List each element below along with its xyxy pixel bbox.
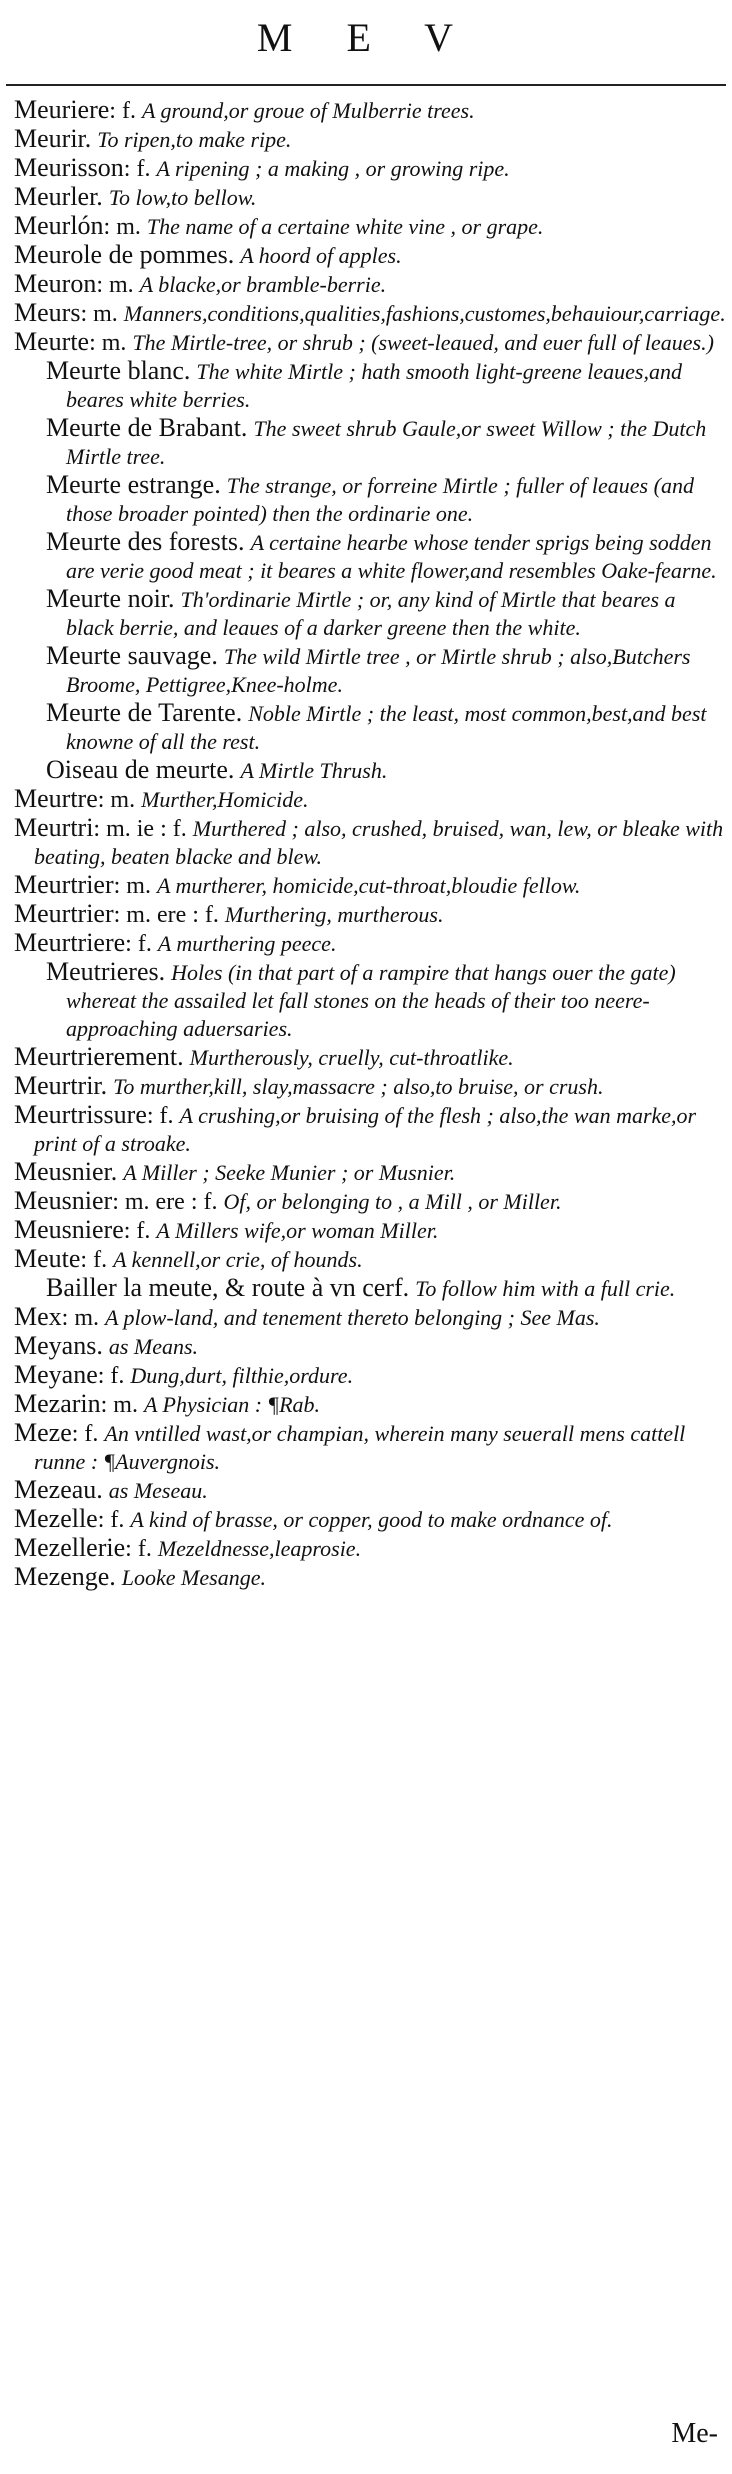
entry-headword: Mezelle [14, 1504, 98, 1533]
entry-grammar: : f. [125, 1536, 152, 1562]
dictionary-entry [14, 1101, 726, 1158]
dictionary-entry [14, 958, 726, 1043]
entry-definition: as Meseau. [108, 1478, 208, 1503]
dictionary-entry [14, 1476, 726, 1505]
entry-grammar: : m. [97, 787, 136, 813]
dictionary-entry [14, 900, 726, 929]
entry-headword: Meurtre [14, 784, 98, 813]
entry-headword: Meyans. [14, 1331, 103, 1360]
entry-headword: Meurte estrange. [46, 470, 221, 499]
entry-headword: Meurte de Tarente. [46, 698, 243, 727]
entry-headword: Meurtriere [14, 928, 126, 957]
entry-definition: A kind of brasse, or copper, good to make ordnance of. [130, 1507, 613, 1532]
entry-definition: Murther,Homicide. [141, 787, 309, 812]
dictionary-entry [14, 814, 726, 871]
entry-definition: An vntilled wast,or champian, wherein many seuerall mens cattell runne : ¶Auvergnois. [34, 1421, 686, 1474]
entry-definition: Of, or belonging to , a Mill , or Miller. [223, 1189, 562, 1214]
entry-headword: Meurtrir. [14, 1071, 108, 1100]
dictionary-entry [14, 154, 726, 183]
dictionary-entry [14, 1534, 726, 1563]
entry-definition: A plow-land, and tenement thereto belonging ; See Mas. [105, 1305, 600, 1330]
entry-grammar: : f. [146, 1103, 174, 1129]
entry-headword: Meusniere [14, 1215, 124, 1244]
entry-definition: A ripening ; a making , or growing ripe. [156, 156, 510, 181]
dictionary-entry [14, 1072, 726, 1101]
entry-headword: Meurte [14, 327, 90, 356]
dictionary-entry [14, 1390, 726, 1419]
dictionary-entry [14, 125, 726, 154]
entry-headword: Meurtrier [14, 899, 114, 928]
entry-headword: Meute [14, 1244, 81, 1273]
entry-grammar: : m. [89, 330, 127, 356]
entry-headword: Meurtrissure [14, 1100, 147, 1129]
entry-grammar: : m. [80, 301, 118, 327]
entry-headword: Meurir. [14, 124, 92, 153]
dictionary-entry [14, 585, 726, 642]
entry-definition: A Millers wife,or woman Miller. [156, 1218, 439, 1243]
entry-definition: A ground,or groue of Mulberrie trees. [141, 98, 475, 123]
entry-headword: Meurlón [14, 211, 104, 240]
entry-definition: The wild Mirtle tree , or Mirtle shrub ; also,Butchers Broome, Pettigree,Knee-holme. [66, 644, 691, 697]
entry-definition: A murthering peece. [157, 931, 337, 956]
dictionary-entry [14, 642, 726, 699]
entry-headword: Meurte des forests. [46, 527, 245, 556]
entry-definition: Murthered ; also, crushed, bruised, wan, lew, or bleake with beating, beaten blacke and blew. [34, 816, 724, 869]
dictionary-entry [14, 871, 726, 900]
entry-definition: Looke Mesange. [121, 1565, 266, 1590]
dictionary-entry [14, 699, 726, 756]
entry-headword: Meurtrier [14, 870, 114, 899]
entry-definition: A Physician : ¶Rab. [143, 1392, 321, 1417]
entry-headword: Meurte blanc. [46, 356, 191, 385]
dictionary-entry [14, 357, 726, 414]
entry-grammar: : f. [123, 1218, 151, 1244]
entry-grammar: : f. [80, 1247, 108, 1273]
dictionary-entry [14, 1216, 726, 1245]
dictionary-entry [14, 1361, 726, 1390]
entry-definition: Dung,durt, filthie,ordure. [130, 1363, 354, 1388]
entry-definition: Manners,conditions,qualities,fashions,customes,behauiour,carriage. [123, 301, 726, 326]
entry-headword: Meutrieres. [46, 957, 166, 986]
dictionary-entry [14, 471, 726, 528]
entry-grammar: : m. ie : f. [93, 816, 187, 842]
entry-definition: The Mirtle-tree, or shrub ; (sweet-leaued, and euer full of leaues.) [132, 330, 714, 355]
entry-headword: Meurte de Brabant. [46, 413, 248, 442]
dictionary-entries [14, 96, 726, 1592]
running-head: M E V [256, 15, 476, 60]
entry-definition: A murtherer, homicide,cut-throat,bloudie fellow. [156, 873, 581, 898]
entry-definition: To low,to bellow. [108, 185, 257, 210]
entry-definition: Noble Mirtle ; the least, most common,best,and best knowne of all the rest. [66, 701, 707, 754]
entry-grammar: : m. ere : f. [113, 902, 219, 928]
dictionary-entry [14, 756, 726, 785]
entry-definition: The name of a certaine white vine , or grape. [146, 214, 544, 239]
entry-definition: Holes (in that part of a rampire that hangs ouer the gate) whereat the assailed let fall stones on the heads of their too neere-approaching aduersaries. [66, 960, 676, 1041]
dictionary-entry [14, 183, 726, 212]
entry-definition: To murther,kill, slay,massacre ; also,to bruise, or crush. [113, 1074, 604, 1099]
entry-headword: Mezellerie [14, 1533, 126, 1562]
entry-headword: Meurte sauvage. [46, 641, 218, 670]
dictionary-entry [14, 785, 726, 814]
entry-headword: Meurte noir. [46, 584, 175, 613]
entry-headword: Meurs [14, 298, 81, 327]
entry-headword: Meurisson [14, 153, 124, 182]
entry-headword: Meurler. [14, 182, 103, 211]
entry-headword: Meurole de pommes. [14, 240, 235, 269]
entry-definition: Mezeldnesse,leaprosie. [157, 1536, 362, 1561]
entry-headword: Mex [14, 1302, 62, 1331]
entry-grammar: : m. [100, 1392, 138, 1418]
entry-definition: A Miller ; Seeke Munier ; or Musnier. [123, 1160, 456, 1185]
entry-definition: Th'ordinarie Mirtle ; or, any kind of Mirtle that beares a black berrie, and leaues of a darker greene then the white. [66, 587, 676, 640]
entry-definition: The strange, or forreine Mirtle ; fuller of leaues (and those broader pointed) then the ordinarie one. [66, 473, 694, 526]
entry-definition: To ripen,to make ripe. [97, 127, 292, 152]
entry-headword: Meusnier. [14, 1157, 118, 1186]
entry-definition: A kennell,or crie, of hounds. [113, 1247, 363, 1272]
dictionary-entry [14, 96, 726, 125]
entry-definition: A crushing,or bruising of the flesh ; also,the wan marke,or print of a stroake. [34, 1103, 697, 1156]
dictionary-entry [14, 1274, 726, 1303]
dictionary-entry [14, 929, 726, 958]
entry-definition: as Means. [108, 1334, 199, 1359]
dictionary-entry [14, 1158, 726, 1187]
catchword: Me- [671, 2418, 718, 2449]
dictionary-entry [14, 1505, 726, 1534]
dictionary-entry [14, 270, 726, 299]
dictionary-entry [14, 1245, 726, 1274]
entry-headword: Meyane [14, 1360, 98, 1389]
dictionary-entry [14, 328, 726, 357]
dictionary-entry [14, 1419, 726, 1476]
entry-grammar: : f. [109, 98, 136, 124]
entry-definition: Murtherously, cruelly, cut-throatlike. [189, 1045, 514, 1070]
entry-grammar: : f. [125, 931, 152, 957]
entry-grammar: : m. [113, 873, 151, 899]
entry-grammar: : f. [97, 1507, 125, 1533]
entry-headword: Meuriere [14, 95, 110, 124]
entry-headword: Mezenge. [14, 1562, 116, 1591]
entry-headword: Mezeau. [14, 1475, 103, 1504]
entry-grammar: : m. [103, 214, 141, 240]
entry-grammar: : m. ere : f. [112, 1189, 218, 1215]
entry-definition: To follow him with a full crie. [415, 1276, 676, 1301]
entry-definition: A hoord of apples. [240, 243, 402, 268]
dictionary-entry [14, 1187, 726, 1216]
dictionary-entry [14, 1043, 726, 1072]
entry-headword: Meuron [14, 269, 97, 298]
dictionary-entry [14, 1303, 726, 1332]
entry-grammar: : f. [97, 1363, 125, 1389]
dictionary-entry [14, 414, 726, 471]
entry-grammar: : f. [123, 156, 151, 182]
header-rule [6, 84, 726, 86]
dictionary-entry [14, 1563, 726, 1592]
entry-headword: Meurtri [14, 813, 94, 842]
dictionary-entry [14, 528, 726, 585]
entry-definition: A blacke,or bramble-berrie. [139, 272, 387, 297]
entry-definition: Murthering, murtherous. [224, 902, 444, 927]
entry-headword: Bailler la meute, & route à vn cerf. [46, 1273, 410, 1302]
entry-definition: The white Mirtle ; hath smooth light-greene leaues,and beares white berries. [66, 359, 682, 412]
entry-definition: A certaine hearbe whose tender sprigs being sodden are verie good meat ; it beares a white flower,and resembles Oake-fearne. [66, 530, 717, 583]
dictionary-entry [14, 241, 726, 270]
entry-headword: Meusnier [14, 1186, 113, 1215]
dictionary-entry [14, 299, 726, 328]
entry-headword: Mezarin [14, 1389, 101, 1418]
entry-headword: Meurtrierement. [14, 1042, 184, 1071]
entry-definition: A Mirtle Thrush. [240, 758, 388, 783]
entry-definition: The sweet shrub Gaule,or sweet Willow ; the Dutch Mirtle tree. [66, 416, 707, 469]
entry-headword: Meze [14, 1418, 72, 1447]
dictionary-entry [14, 1332, 726, 1361]
entry-grammar: : m. [96, 272, 134, 298]
entry-headword: Oiseau de meurte. [46, 755, 235, 784]
entry-grammar: : f. [71, 1421, 99, 1447]
entry-grammar: : m. [61, 1305, 100, 1331]
dictionary-entry [14, 212, 726, 241]
